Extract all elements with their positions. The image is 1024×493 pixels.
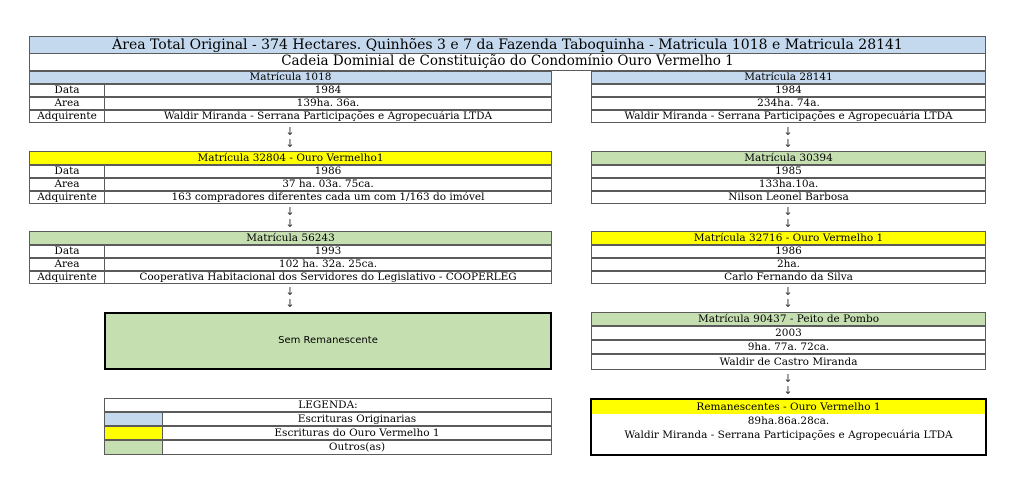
label-adquirente: Adquirente [29, 271, 105, 284]
value-adquirente: Waldir de Castro Miranda [591, 354, 986, 370]
value-area: 139ha. 36a. [104, 97, 552, 110]
label-adquirente: Adquirente [29, 110, 105, 123]
arrow-down-icon: ↓ [783, 384, 793, 397]
label-area: Área [29, 258, 105, 271]
value-area: 37 ha. 03a. 75ca. [104, 178, 552, 191]
legend-label: Escrituras Originarias [162, 412, 552, 426]
arrow-down-icon: ↓ [783, 125, 793, 138]
value-area: 2ha. [591, 258, 986, 271]
arrow-down-icon: ↓ [285, 125, 295, 138]
block-title: Matrícula 28141 [591, 71, 986, 84]
label-area: Área [29, 97, 105, 110]
value-adquirente: Cooperativa Habitacional dos Servidores do Legislativo - COOPERLEG [104, 271, 552, 284]
value-adquirente: Nilson Leonel Barbosa [591, 191, 986, 204]
value-data: 1984 [591, 84, 986, 97]
label-data: Data [29, 84, 105, 97]
block-title: Matrícula 56243 [29, 231, 552, 245]
block-title: Remanescentes - Ouro Vermelho 1 [592, 400, 985, 415]
value-area: 89ha.86a.28ca. [592, 414, 985, 429]
legend-label: Outros(as) [162, 440, 552, 455]
label-data: Data [29, 245, 105, 258]
legend-swatch-yellow [104, 426, 163, 440]
legend-swatch-green [104, 440, 163, 455]
block-title: Matrícula 90437 - Peito de Pombo [591, 312, 986, 326]
value-data: 1986 [591, 245, 986, 258]
label-adquirente: Adquirente [29, 191, 105, 204]
header-title: Área Total Original - 374 Hectares. Quinhões 3 e 7 da Fazenda Taboquinha - Matricula 1018 e Matricula 28141 [29, 36, 986, 54]
value-data: 1986 [104, 165, 552, 178]
block-title: Matrícula 1018 [29, 71, 552, 84]
legend-label: Escrituras do Ouro Vermelho 1 [162, 426, 552, 440]
arrow-down-icon: ↓ [783, 217, 793, 230]
arrow-down-icon: ↓ [783, 137, 793, 150]
value-adquirente: Waldir Miranda - Serrana Participações e Agropecuária LTDA [104, 110, 552, 123]
value-data: 1985 [591, 165, 986, 178]
value-data: 1993 [104, 245, 552, 258]
value-data: 2003 [591, 326, 986, 340]
arrow-down-icon: ↓ [285, 205, 295, 218]
value-adquirente: Waldir Miranda - Serrana Participações e Agropecuária LTDA [591, 110, 986, 123]
block-title: Matrícula 30394 [591, 151, 986, 165]
value-area: 102 ha. 32a. 25ca. [104, 258, 552, 271]
sem-remanescente-box: Sem Remanescente [104, 312, 552, 370]
legend-swatch-blue [104, 412, 163, 426]
remanescentes-block [590, 398, 987, 456]
value-adquirente: Carlo Fernando da Silva [591, 271, 986, 284]
arrow-down-icon: ↓ [783, 285, 793, 298]
value-data: 1984 [104, 84, 552, 97]
arrow-down-icon: ↓ [783, 297, 793, 310]
value-adquirente: 163 compradores diferentes cada um com 1/163 do imóvel [104, 191, 552, 204]
value-area: 234ha. 74a. [591, 97, 986, 110]
legend-title: LEGENDA: [104, 398, 552, 412]
label-area: Área [29, 178, 105, 191]
block-title: Matrícula 32804 - Ouro Vermelho1 [29, 151, 552, 165]
arrow-down-icon: ↓ [285, 137, 295, 150]
arrow-down-icon: ↓ [783, 205, 793, 218]
value-area: 9ha. 77a. 72ca. [591, 340, 986, 354]
arrow-down-icon: ↓ [783, 372, 793, 385]
arrow-down-icon: ↓ [285, 285, 295, 298]
arrow-down-icon: ↓ [285, 297, 295, 310]
value-adquirente: Waldir Miranda - Serrana Participações e Agropecuária LTDA [592, 428, 985, 442]
value-area: 133ha.10a. [591, 178, 986, 191]
label-data: Data [29, 165, 105, 178]
arrow-down-icon: ↓ [285, 217, 295, 230]
block-title: Matrícula 32716 - Ouro Vermelho 1 [591, 231, 986, 245]
header-subtitle: Cadeia Dominial de Constituição do Condomínio Ouro Vermelho 1 [29, 53, 986, 71]
